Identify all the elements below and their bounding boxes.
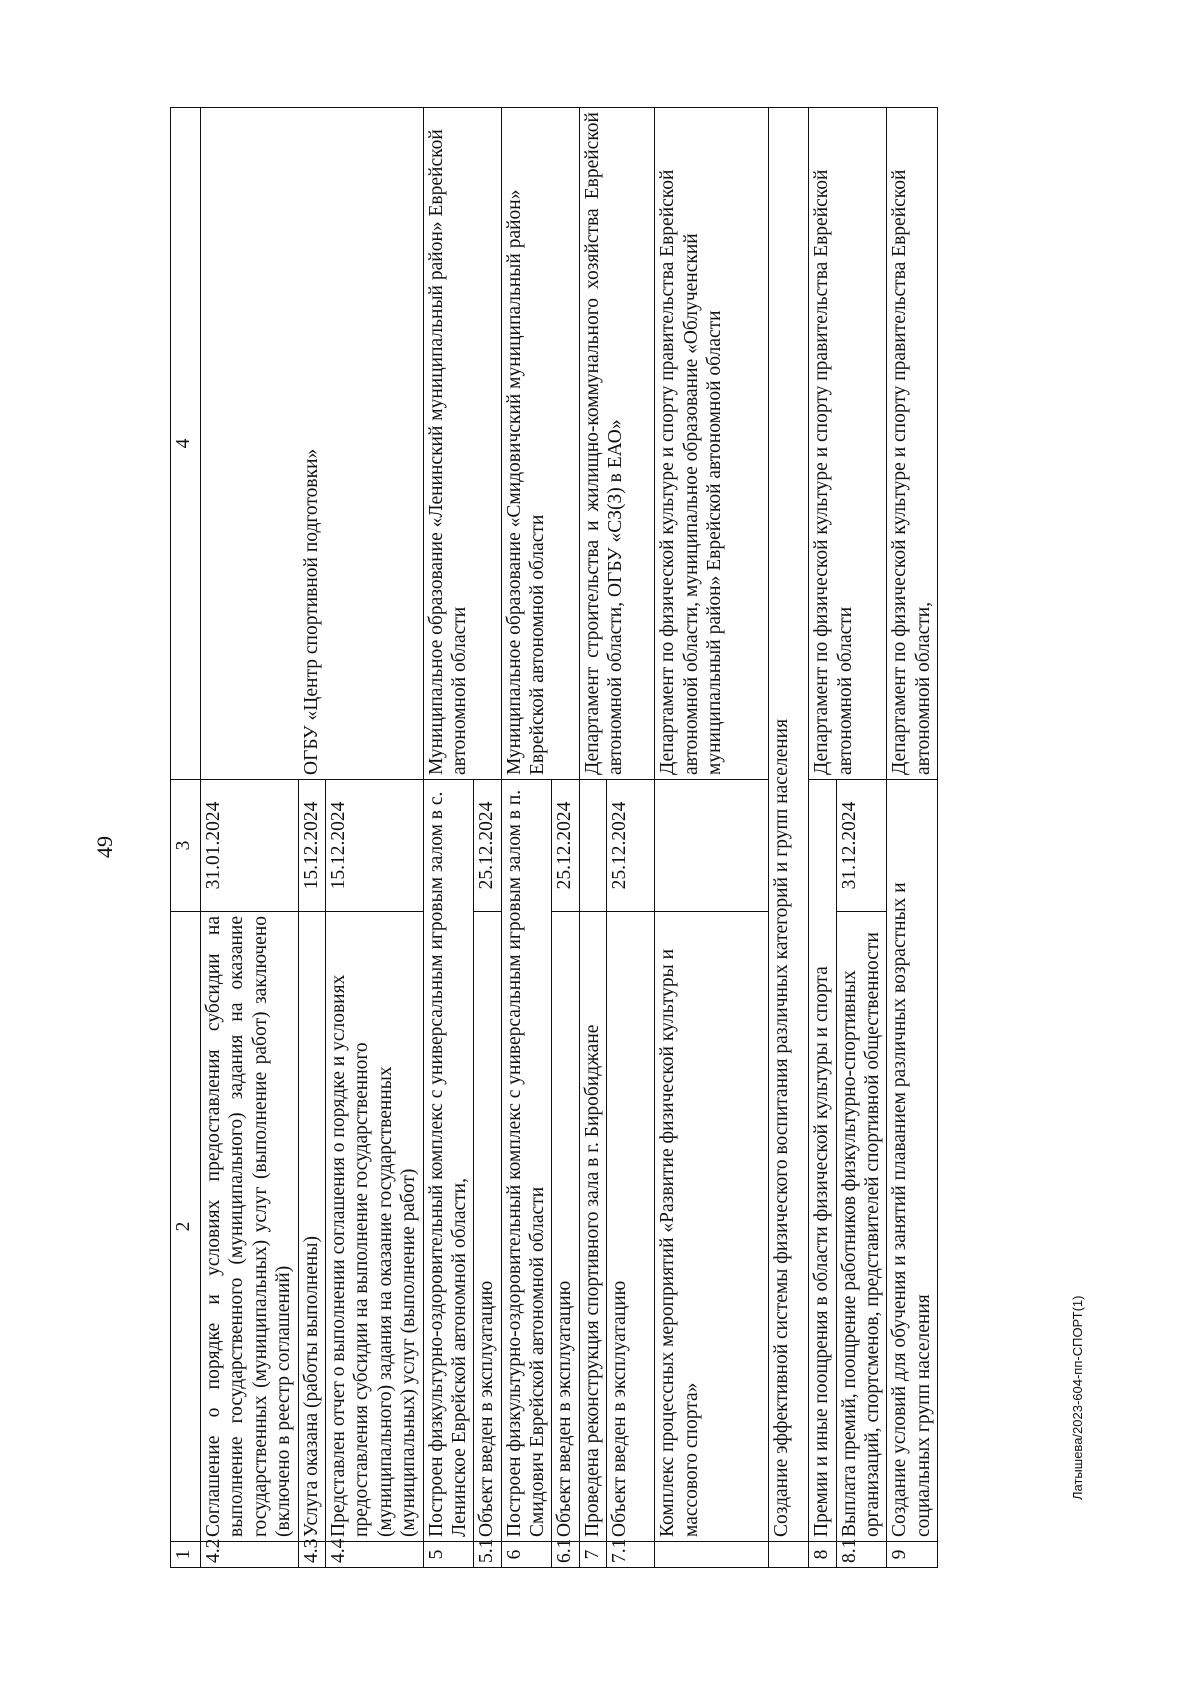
row-number: 9 — [887, 1542, 938, 1568]
rotated-table-wrapper — [170, 108, 1130, 1568]
row-responsible: Департамент по физической культуре и спорту правительства Еврейской автономной области — [809, 108, 887, 780]
row-date: 15.12.2024 — [325, 780, 423, 912]
row-responsible: Муниципальное образование «Ленинский муниципальный район» Еврейской автономной области — [423, 108, 501, 780]
table-row — [579, 108, 606, 1568]
row-number: 5 — [423, 1542, 474, 1568]
row-date — [579, 780, 606, 912]
row-event: Представлен отчет о выполнении соглашения о порядке и условиях предоставления субсидии на выполнение государственного (муниципального) задания на оказание государственных (муниципальных) услуг (выполнение работ) — [325, 912, 423, 1542]
row-number: 4.3 — [298, 1542, 325, 1568]
table-header-row — [171, 108, 201, 1568]
row-date: 25.12.2024 — [474, 780, 501, 912]
row-event: Построен физкультурно-оздоровительный комплекс с универсальным игровым залом в п. Смидович Еврейской автономной области — [501, 780, 552, 1542]
row-responsible: Муниципальное образование «Смидовичский муниципальный район» Еврейской автономной области — [501, 108, 579, 780]
row-number: 8 — [809, 1542, 836, 1568]
header-col-3: 3 — [171, 780, 201, 912]
row-number: 4.2 — [201, 1542, 299, 1568]
row-event: Объект введен в эксплуатацию — [552, 912, 579, 1542]
row-event: Услуга оказана (работы выполнены) — [298, 912, 325, 1542]
table-row — [655, 108, 769, 1568]
section-title: Создание эффективной системы физического воспитания различных категорий и групп населения — [769, 108, 809, 1542]
row-event: Объект введен в эксплуатацию — [474, 912, 501, 1542]
header-col-1: 1 — [171, 1542, 201, 1568]
table-row — [501, 108, 552, 1568]
row-number: 7 — [579, 1542, 606, 1568]
row-responsible: Департамент строительства и жилищно-коммунального хозяйства Еврейской автономной области, ОГБУ «СЗ(З) в ЕАО» — [579, 108, 654, 780]
row-event: Премии и иные поощрения в области физической культуры и спорта — [809, 780, 836, 1542]
row-number: 6.1 — [552, 1542, 579, 1568]
header-col-4: 4 — [171, 108, 201, 780]
table-section-row — [769, 108, 809, 1568]
row-event: Выплата премий, поощрение работников физкультурно-спортивных организаций, спортсменов, представителей спортивной общественности — [836, 912, 887, 1542]
row-number: 7.1 — [607, 1542, 655, 1568]
row-event: Комплекс процессных мероприятий «Развитие физической культуры и массового спорта» — [655, 912, 769, 1542]
row-date: 31.12.2024 — [836, 780, 887, 912]
plan-table — [170, 107, 938, 1568]
row-responsible: Департамент по физической культуре и спорту правительства Еврейской автономной области, — [887, 108, 938, 780]
table-row — [809, 108, 836, 1568]
row-number — [655, 1542, 769, 1568]
row-event: Построен физкультурно-оздоровительный комплекс с универсальным игровым залом в с. Ленинское Еврейской автономной области, — [423, 780, 474, 1542]
row-date: 31.01.2024 — [201, 780, 299, 912]
row-number: 4.4 — [325, 1542, 423, 1568]
table-row — [887, 108, 938, 1568]
row-event: Соглашение о порядке и условиях предоставления субсидии на выполнение государственного (муниципального) задания на оказание государственных (муниципальных) услуг (выполнение работ) заключено (включено в реестр соглашений) — [201, 912, 299, 1542]
row-event: Создание условий для обучения и занятий плаванием различных возрастных и социальных групп населения — [887, 780, 938, 1542]
row-date: 25.12.2024 — [552, 780, 579, 912]
row-responsible: ОГБУ «Центр спортивной подготовки» — [201, 108, 424, 780]
row-event: Проведена реконструкция спортивного зала в г. Биробиджане — [579, 912, 606, 1542]
row-date: 15.12.2024 — [298, 780, 325, 912]
header-col-2: 2 — [171, 912, 201, 1542]
row-date — [655, 780, 769, 912]
row-number: 6 — [501, 1542, 552, 1568]
row-number: 5.1 — [474, 1542, 501, 1568]
row-date: 25.12.2024 — [607, 780, 655, 912]
row-responsible: Департамент по физической культуре и спорту правительства Еврейской автономной области, муниципальное образование «Облученский муниципальный район» Еврейской автономной области — [655, 108, 769, 780]
table-row — [201, 108, 299, 1568]
row-event: Объект введен в эксплуатацию — [607, 912, 655, 1542]
row-number: 8.1 — [836, 1542, 887, 1568]
table-row — [423, 108, 474, 1568]
document-code: Латышева/2023-604-пп-СПОРТ(1) — [1070, 1295, 1085, 1500]
section-number — [769, 1542, 809, 1568]
page-number: 49 — [92, 836, 117, 858]
